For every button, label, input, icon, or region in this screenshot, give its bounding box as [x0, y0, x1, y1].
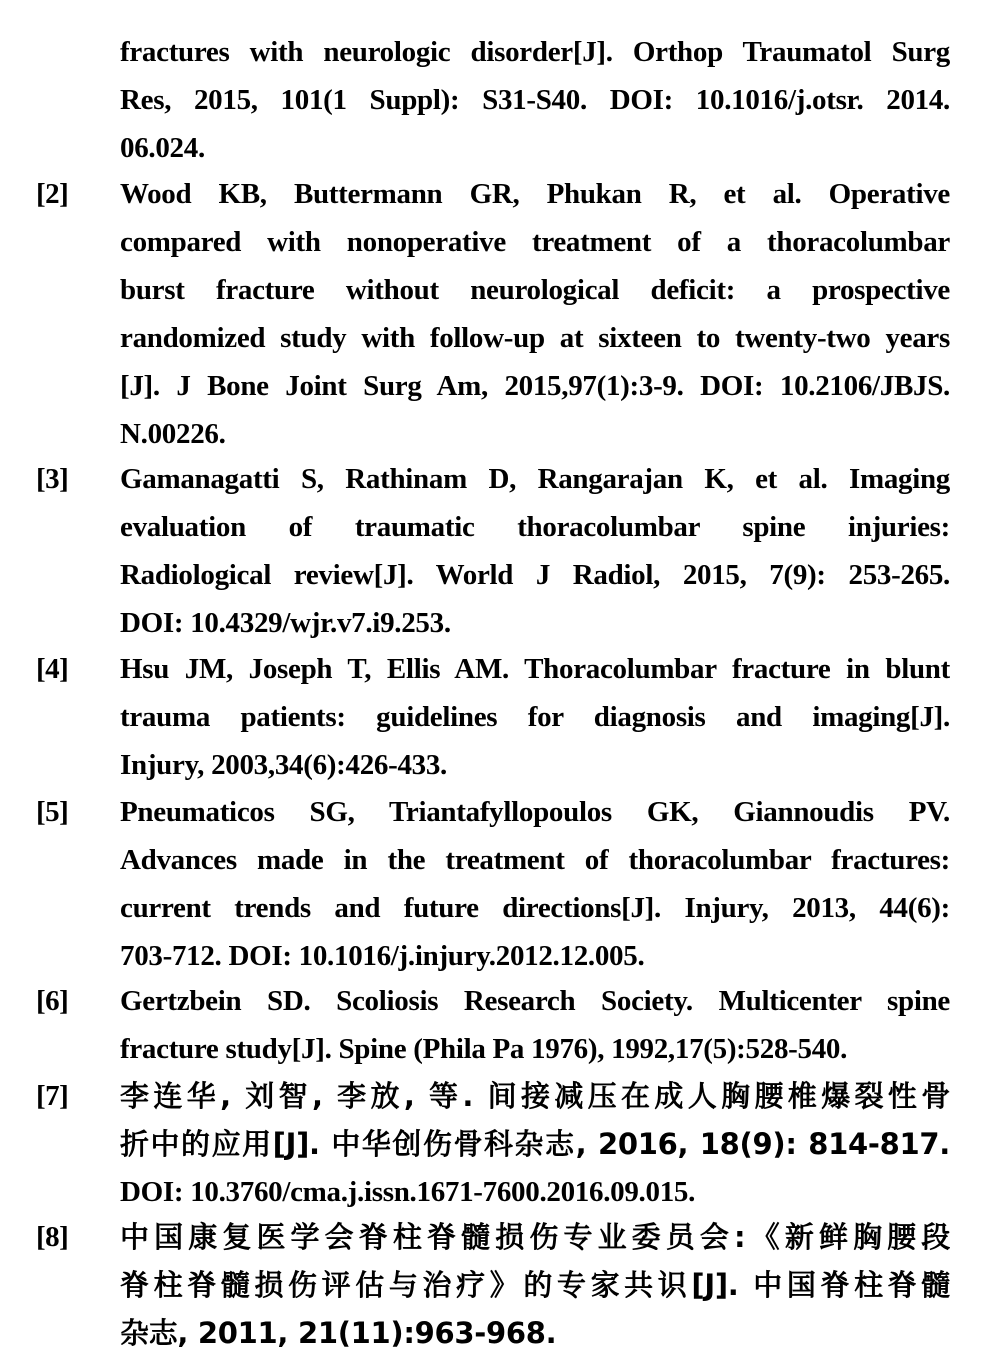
reference-line: 703-712. DOI: 10.1016/j.injury.2012.12.005.: [120, 940, 645, 972]
reference-line: trauma patients: guidelines for diagnosis and imaging[J].: [120, 701, 950, 733]
reference-line: Radiological review[J]. World J Radiol, 2015, 7(9): 253-265.: [120, 559, 950, 591]
reference-text: [120, 455, 950, 647]
reference-text: [120, 28, 950, 172]
reference-line: fracture study[J]. Spine (Phila Pa 1976), 1992,17(5):528-540.: [120, 1033, 848, 1065]
reference-line: randomized study with follow-up at sixteen to twenty-two years: [120, 322, 950, 354]
reference-line: Wood KB, Buttermann GR, Phukan R, et al. Operative: [120, 178, 950, 210]
reference-line: Pneumaticos SG, Triantafyllopoulos GK, Giannoudis PV.: [120, 796, 950, 828]
reference-line: DOI: 10.4329/wjr.v7.i9.253.: [120, 607, 451, 639]
reference-line: N.00226.: [120, 418, 226, 450]
reference-line: current trends and future directions[J]. Injury, 2013, 44(6):: [120, 892, 950, 924]
reference-number: [8]: [36, 1221, 69, 1253]
reference-number: [2]: [36, 178, 69, 210]
reference-text: [120, 1213, 950, 1357]
reference-line: evaluation of traumatic thoracolumbar spine injuries:: [120, 511, 950, 543]
reference-text: [120, 645, 950, 789]
reference-line: 李连华, 刘智, 李放, 等. 间接减压在成人胸腰椎爆裂性骨: [120, 1079, 950, 1113]
reference-line: Advances made in the treatment of thoracolumbar fractures:: [120, 844, 950, 876]
reference-number: [5]: [36, 796, 69, 828]
reference-text: [120, 1072, 950, 1216]
reference-text: [120, 977, 950, 1073]
reference-line: burst fracture without neurological deficit: a prospective: [120, 274, 950, 306]
reference-line: compared with nonoperative treatment of a thoracolumbar: [120, 226, 950, 258]
reference-line: 中国康复医学会脊柱脊髓损伤专业委员会:《新鲜胸腰段: [120, 1220, 950, 1254]
reference-line: DOI: 10.3760/cma.j.issn.1671-7600.2016.09.015.: [120, 1176, 696, 1208]
reference-line: Gamanagatti S, Rathinam D, Rangarajan K, et al. Imaging: [120, 463, 950, 495]
reference-line: 06.024.: [120, 132, 205, 164]
reference-line: Injury, 2003,34(6):426-433.: [120, 749, 448, 781]
reference-line: fractures with neurologic disorder[J]. Orthop Traumatol Surg: [120, 36, 950, 68]
reference-number: [6]: [36, 985, 69, 1017]
reference-number: [7]: [36, 1080, 69, 1112]
reference-line: Gertzbein SD. Scoliosis Research Society. Multicenter spine: [120, 985, 950, 1017]
reference-number: [4]: [36, 653, 69, 685]
reference-line: 杂志, 2011, 21(11):963-968.: [120, 1316, 557, 1350]
reference-line: Res, 2015, 101(1 Suppl): S31-S40. DOI: 10.1016/j.otsr. 2014.: [120, 84, 950, 116]
reference-line: Hsu JM, Joseph T, Ellis AM. Thoracolumbar fracture in blunt: [120, 653, 950, 685]
reference-text: [120, 170, 950, 458]
reference-line: [J]. J Bone Joint Surg Am, 2015,97(1):3-9. DOI: 10.2106/JBJS.: [120, 370, 950, 402]
reference-text: [120, 788, 950, 980]
reference-line: 折中的应用[J]. 中华创伤骨科杂志, 2016, 18(9): 814-817.: [120, 1127, 950, 1161]
reference-line: 脊柱脊髓损伤评估与治疗》的专家共识[J]. 中国脊柱脊髓: [120, 1268, 950, 1302]
reference-number: [3]: [36, 463, 69, 495]
